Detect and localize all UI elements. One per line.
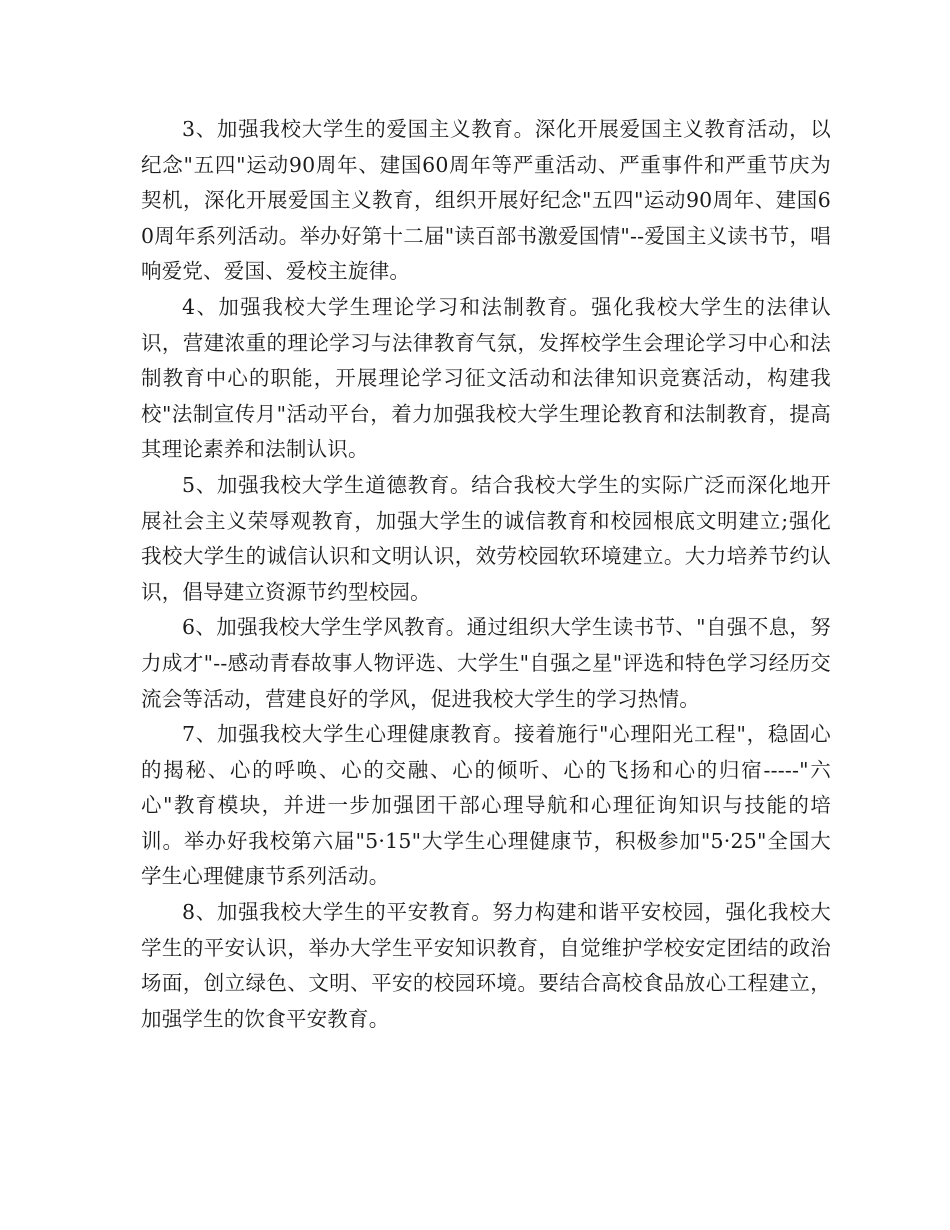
document-body (141, 112, 831, 1037)
paragraph-5: 5、加强我校大学生道德教育。结合我校大学生的实际广泛而深化地开展社会主义荣辱观教育，加强大学生的诚信教育和校园根底文明建立;强化我校大学生的诚信认识和文明认识，效劳校园软环境建立。大力培养节约认识，倡导建立资源节约型校园。 (141, 472, 831, 604)
paragraph-3: 3、加强我校大学生的爱国主义教育。深化开展爱国主义教育活动，以纪念"五四"运动90周年、建国60周年等严重活动、严重事件和严重节庆为契机，深化开展爱国主义教育，组织开展好纪念"五四"运动90周年、建国60周年系列活动。举办好第十二届"读百部书激爱国情"--爱国主义读书节，唱响爱党、爱国、爱校主旋律。 (141, 117, 831, 284)
paragraph-7: 7、加强我校大学生心理健康教育。接着施行"心理阳光工程"，稳固心的揭秘、心的呼唤、心的交融、心的倾听、心的飞扬和心的归宿-----"六心"教育模块，并进一步加强团干部心理导航和心理征询知识与技能的培训。举办好我校第六届"5·15"大学生心理健康节，积极参加"5·25"全国大学生心理健康节系列活动。 (141, 722, 831, 889)
paragraph-8: 8、加强我校大学生的平安教育。努力构建和谐平安校园，强化我校大学生的平安认识，举办大学生平安知识教育，自觉维护学校安定团结的政治场面，创立绿色、文明、平安的校园环境。要结合高校食品放心工程建立，加强学生的饮食平安教育。 (141, 900, 831, 1031)
paragraph-6: 6、加强我校大学生学风教育。通过组织大学生读书节、"自强不息，努力成才"--感动青春故事人物评选、大学生"自强之星"评选和特色学习经历交流会等活动，营建良好的学风，促进我校大学生的学习热情。 (141, 615, 831, 711)
paragraph-4: 4、加强我校大学生理论学习和法制教育。强化我校大学生的法律认识，营建浓重的理论学习与法律教育气氛，发挥校学生会理论学习中心和法制教育中心的职能，开展理论学习征文活动和法律知识竞赛活动，构建我校"法制宣传月"活动平台，着力加强我校大学生理论教育和法制教育，提高其理论素养和法制认识。 (141, 294, 831, 462)
